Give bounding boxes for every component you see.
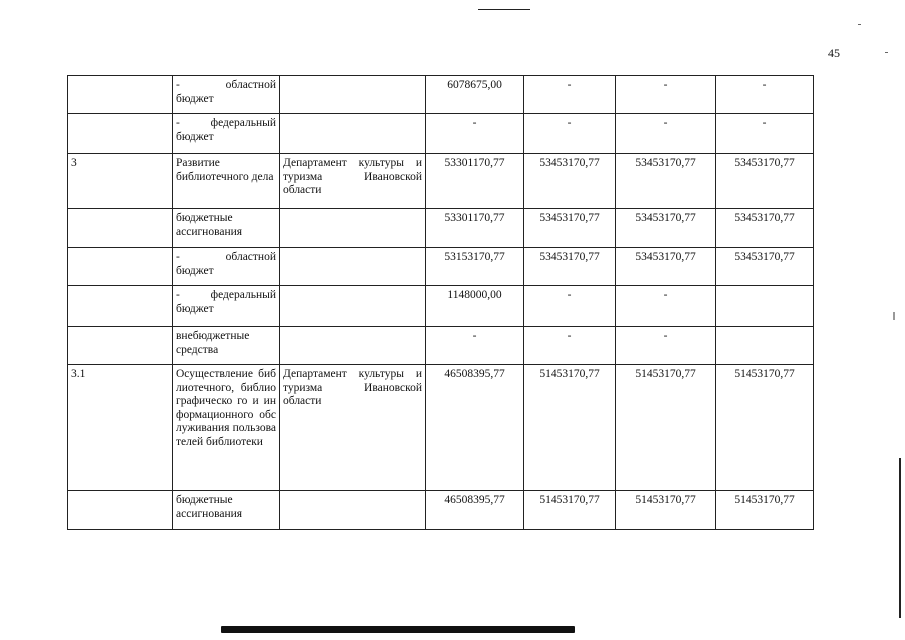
row-amount-cell: - xyxy=(616,286,716,327)
row-amount-cell: - xyxy=(524,286,616,327)
table-row xyxy=(68,491,814,530)
row-amount-cell: 53153170,77 xyxy=(426,248,524,286)
row-description-cell: Осуществление библиотечного, библиографическо го и информационного обслуживания пользователей библиотеки xyxy=(173,365,280,491)
table-row xyxy=(68,114,814,154)
row-amount-cell: 51453170,77 xyxy=(524,365,616,491)
row-department-cell xyxy=(280,327,426,365)
scan-bottom-bar xyxy=(221,626,575,633)
table-row xyxy=(68,76,814,114)
row-department-cell xyxy=(280,209,426,248)
row-amount-cell: - xyxy=(616,114,716,154)
row-amount-cell: 51453170,77 xyxy=(716,365,814,491)
row-department-cell: Департамент культуры и туризма Ивановской области xyxy=(280,365,426,491)
row-amount-cell: - xyxy=(524,327,616,365)
table-row xyxy=(68,154,814,209)
row-amount-cell: 46508395,77 xyxy=(426,365,524,491)
row-amount-cell: 6078675,00 xyxy=(426,76,524,114)
row-description-cell: бюджетные ассигнования xyxy=(173,491,280,530)
row-amount-cell: 53301170,77 xyxy=(426,154,524,209)
table-row xyxy=(68,248,814,286)
row-description-cell: Развитие библиотечного дела xyxy=(173,154,280,209)
row-amount-cell: 53453170,77 xyxy=(716,209,814,248)
row-amount-cell: 51453170,77 xyxy=(616,491,716,530)
row-description-part: бюджет xyxy=(176,302,214,315)
row-amount-cell: 53453170,77 xyxy=(616,209,716,248)
row-amount-cell: 53453170,77 xyxy=(616,154,716,209)
row-description-part: областной xyxy=(225,79,276,91)
row-code-cell: 3 xyxy=(68,154,173,209)
table-row xyxy=(68,365,814,491)
row-amount-cell: - xyxy=(426,327,524,365)
row-amount-cell xyxy=(716,286,814,327)
row-code-cell xyxy=(68,209,173,248)
row-code-cell xyxy=(68,491,173,530)
row-amount-cell: - xyxy=(716,76,814,114)
row-amount-cell: 53453170,77 xyxy=(524,154,616,209)
row-amount-cell: 53301170,77 xyxy=(426,209,524,248)
row-department-cell xyxy=(280,76,426,114)
top-rule xyxy=(478,9,530,10)
row-code-cell: 3.1 xyxy=(68,365,173,491)
row-description-part: федеральный xyxy=(210,117,276,129)
table-body xyxy=(68,76,814,530)
row-amount-cell: - xyxy=(716,114,814,154)
row-code-cell xyxy=(68,114,173,154)
row-code-cell xyxy=(68,248,173,286)
scan-speck xyxy=(885,52,888,53)
row-department-cell xyxy=(280,114,426,154)
row-department-cell xyxy=(280,248,426,286)
row-code-cell xyxy=(68,286,173,327)
table-row xyxy=(68,286,814,327)
table-row xyxy=(68,209,814,248)
row-description-part: бюджет xyxy=(176,130,214,143)
row-amount-cell: 53453170,77 xyxy=(716,154,814,209)
row-amount-cell: 53453170,77 xyxy=(616,248,716,286)
row-description-cell xyxy=(173,76,280,114)
row-amount-cell: 51453170,77 xyxy=(716,491,814,530)
row-description-part: областной xyxy=(225,251,276,263)
row-description-part: бюджет xyxy=(176,264,214,277)
row-amount-cell: 53453170,77 xyxy=(716,248,814,286)
row-description-part: - xyxy=(176,289,180,301)
row-description-part: - xyxy=(176,251,180,263)
row-description-cell xyxy=(173,248,280,286)
page-number: 45 xyxy=(828,46,840,60)
row-department-cell xyxy=(280,491,426,530)
row-amount-cell: 53453170,77 xyxy=(524,248,616,286)
scan-speck xyxy=(893,312,895,320)
row-amount-cell: - xyxy=(524,76,616,114)
budget-table xyxy=(67,75,814,530)
row-description-part: бюджет xyxy=(176,92,214,105)
scan-speck xyxy=(858,24,861,25)
row-description-cell: бюджетные ассигнования xyxy=(173,209,280,248)
margin-rule xyxy=(899,458,901,618)
row-amount-cell: - xyxy=(616,327,716,365)
row-amount-cell: - xyxy=(616,76,716,114)
row-department-cell xyxy=(280,286,426,327)
row-amount-cell: - xyxy=(524,114,616,154)
row-code-cell xyxy=(68,76,173,114)
row-amount-cell: 51453170,77 xyxy=(616,365,716,491)
table-row xyxy=(68,327,814,365)
row-description-cell xyxy=(173,114,280,154)
row-description-part: - xyxy=(176,117,180,129)
row-description-cell xyxy=(173,286,280,327)
row-amount-cell: 51453170,77 xyxy=(524,491,616,530)
row-amount-cell: 46508395,77 xyxy=(426,491,524,530)
row-description-part: федеральный xyxy=(210,289,276,301)
row-amount-cell: - xyxy=(426,114,524,154)
row-description-cell: внебюджетные средства xyxy=(173,327,280,365)
row-description-part: - xyxy=(176,79,180,91)
row-code-cell xyxy=(68,327,173,365)
row-amount-cell: 1148000,00 xyxy=(426,286,524,327)
row-amount-cell xyxy=(716,327,814,365)
row-amount-cell: 53453170,77 xyxy=(524,209,616,248)
row-department-cell: Департамент культуры и туризма Ивановской области xyxy=(280,154,426,209)
